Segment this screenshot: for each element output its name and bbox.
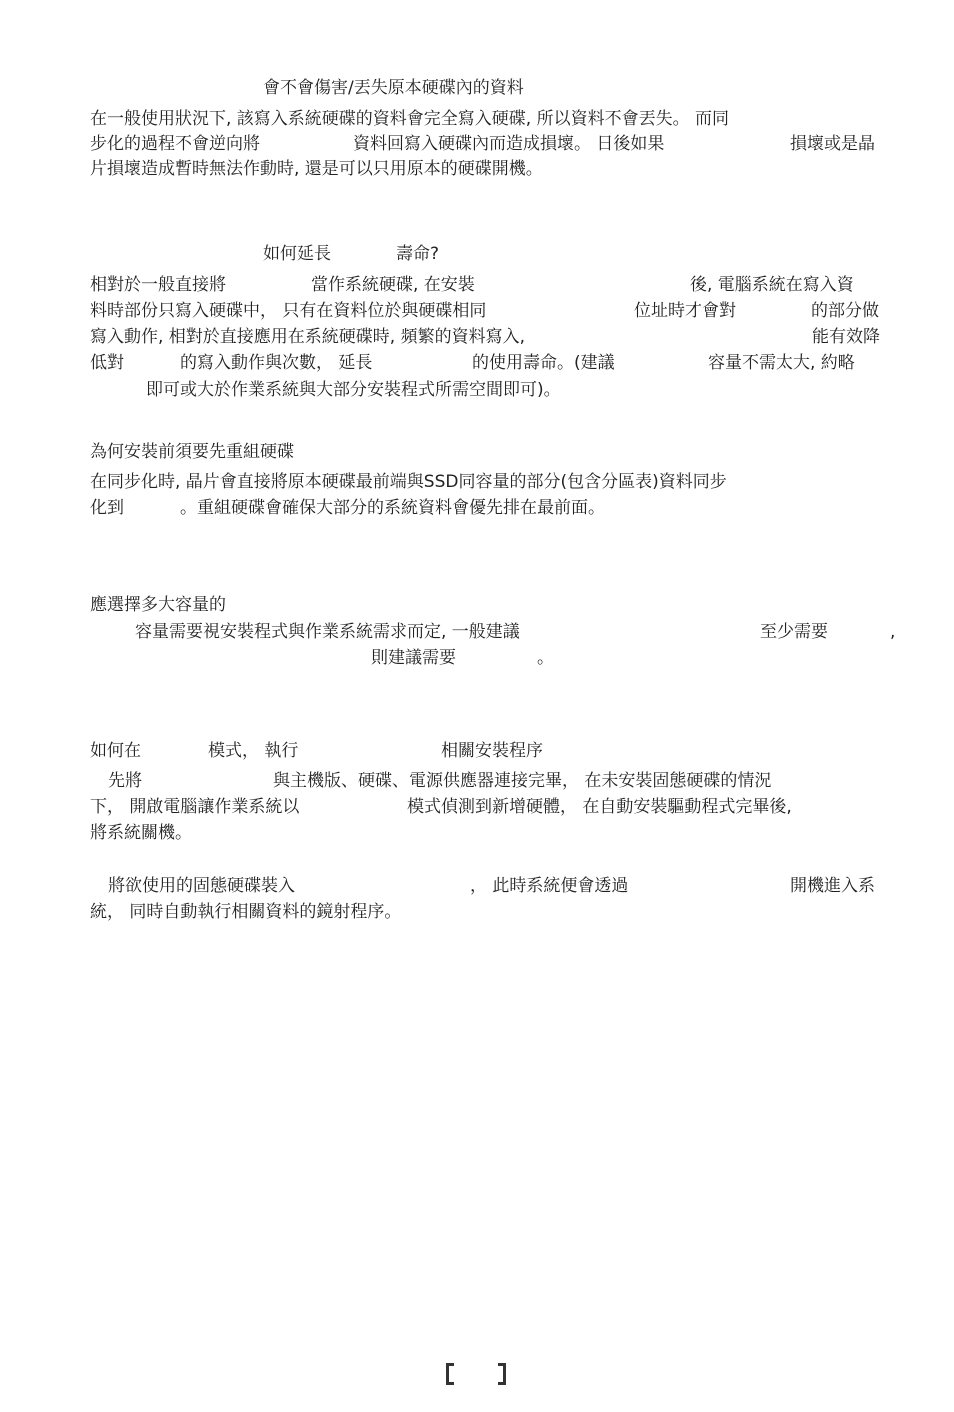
- s2-line-1a: 相對於一般直接將: [90, 275, 226, 295]
- s2-line-4c: 的使用壽命。(建議: [472, 353, 615, 373]
- s4-line-2b: 。: [537, 648, 554, 668]
- s4-line-1b: 至少需要: [760, 622, 828, 642]
- section-2-title-a: 如何延長: [263, 244, 331, 264]
- page-number-bracket-left: [446, 1363, 454, 1385]
- s1-line-3: 片損壞造成暫時無法作動時, 還是可以只用原本的硬碟開機。: [90, 159, 543, 179]
- s5-line-4c: 開機進入系: [790, 876, 875, 896]
- s5-line-3: 將系統關機。: [90, 823, 192, 843]
- s5-line-4b: ， 此時系統便會透過: [470, 876, 629, 896]
- s1-line-1: 在一般使用狀況下, 該寫入系統硬碟的資料會完全寫入硬碟, 所以資料不會丟失。 而同: [90, 109, 730, 129]
- s2-line-3a: 寫入動作, 相對於直接應用在系統硬碟時, 頻繁的資料寫入,: [90, 327, 526, 347]
- section-1-title: 會不會傷害/丟失原本硬碟內的資料: [263, 78, 524, 98]
- s5-line-2a: 下， 開啟電腦讓作業系統以: [90, 797, 300, 817]
- s2-line-4b: 的寫入動作與次數， 延長: [180, 353, 373, 373]
- section-5-title-a: 如何在: [90, 741, 141, 761]
- s5-line-1a: 先將: [108, 771, 142, 791]
- s2-line-2c: 的部分做: [811, 301, 879, 321]
- s1-line-2a: 步化的過程不會逆向將: [90, 134, 260, 154]
- s1-line-2c: 損壞或是晶: [790, 134, 875, 154]
- s2-line-3b: 能有效降: [812, 327, 880, 347]
- s4-line-1a: 容量需要視安裝程式與作業系統需求而定, 一般建議: [135, 622, 520, 642]
- section-3-title: 為何安裝前須要先重組硬碟: [90, 442, 294, 462]
- s2-line-2a: 料時部份只寫入硬碟中， 只有在資料位於與硬碟相同: [90, 301, 487, 321]
- s3-line-2a: 化到: [90, 498, 124, 518]
- s1-line-2b: 資料回寫入硬碟內而造成損壞。 日後如果: [353, 134, 665, 154]
- s4-line-2a: 則建議需要: [371, 648, 456, 668]
- s3-line-1: 在同步化時, 晶片會直接將原本硬碟最前端與SSD同容量的部分(包含分區表)資料同步: [90, 472, 727, 492]
- s5-line-5: 統， 同時自動執行相關資料的鏡射程序。: [90, 902, 402, 922]
- s2-line-1b: 當作系統硬碟, 在安裝: [311, 275, 475, 295]
- s5-line-4a: 將欲使用的固態硬碟裝入: [108, 876, 295, 896]
- section-4-title: 應選擇多大容量的: [90, 595, 226, 615]
- s2-line-2b: 位址時才會對: [634, 301, 736, 321]
- s5-line-1b: 與主機版、硬碟、電源供應器連接完畢， 在未安裝固態硬碟的情況: [273, 771, 772, 791]
- s4-line-1c: ,: [890, 622, 896, 642]
- s2-line-4d: 容量不需太大, 約略: [708, 353, 855, 373]
- s2-line-4a: 低對: [90, 353, 124, 373]
- s2-line-1c: 後, 電腦系統在寫入資: [690, 275, 854, 295]
- section-5-title-b: 模式， 執行: [208, 741, 299, 761]
- section-2-title-b: 壽命?: [396, 244, 440, 264]
- s5-line-2b: 模式偵測到新增硬體， 在自動安裝驅動程式完畢後,: [407, 797, 792, 817]
- page-number-bracket-right: [498, 1363, 506, 1385]
- s3-line-2b: 。重組硬碟會確保大部分的系統資料會優先排在最前面。: [180, 498, 605, 518]
- section-5-title-c: 相關安裝程序: [441, 741, 543, 761]
- s2-line-5: 即可或大於作業系統與大部分安裝程式所需空間即可)。: [146, 380, 561, 400]
